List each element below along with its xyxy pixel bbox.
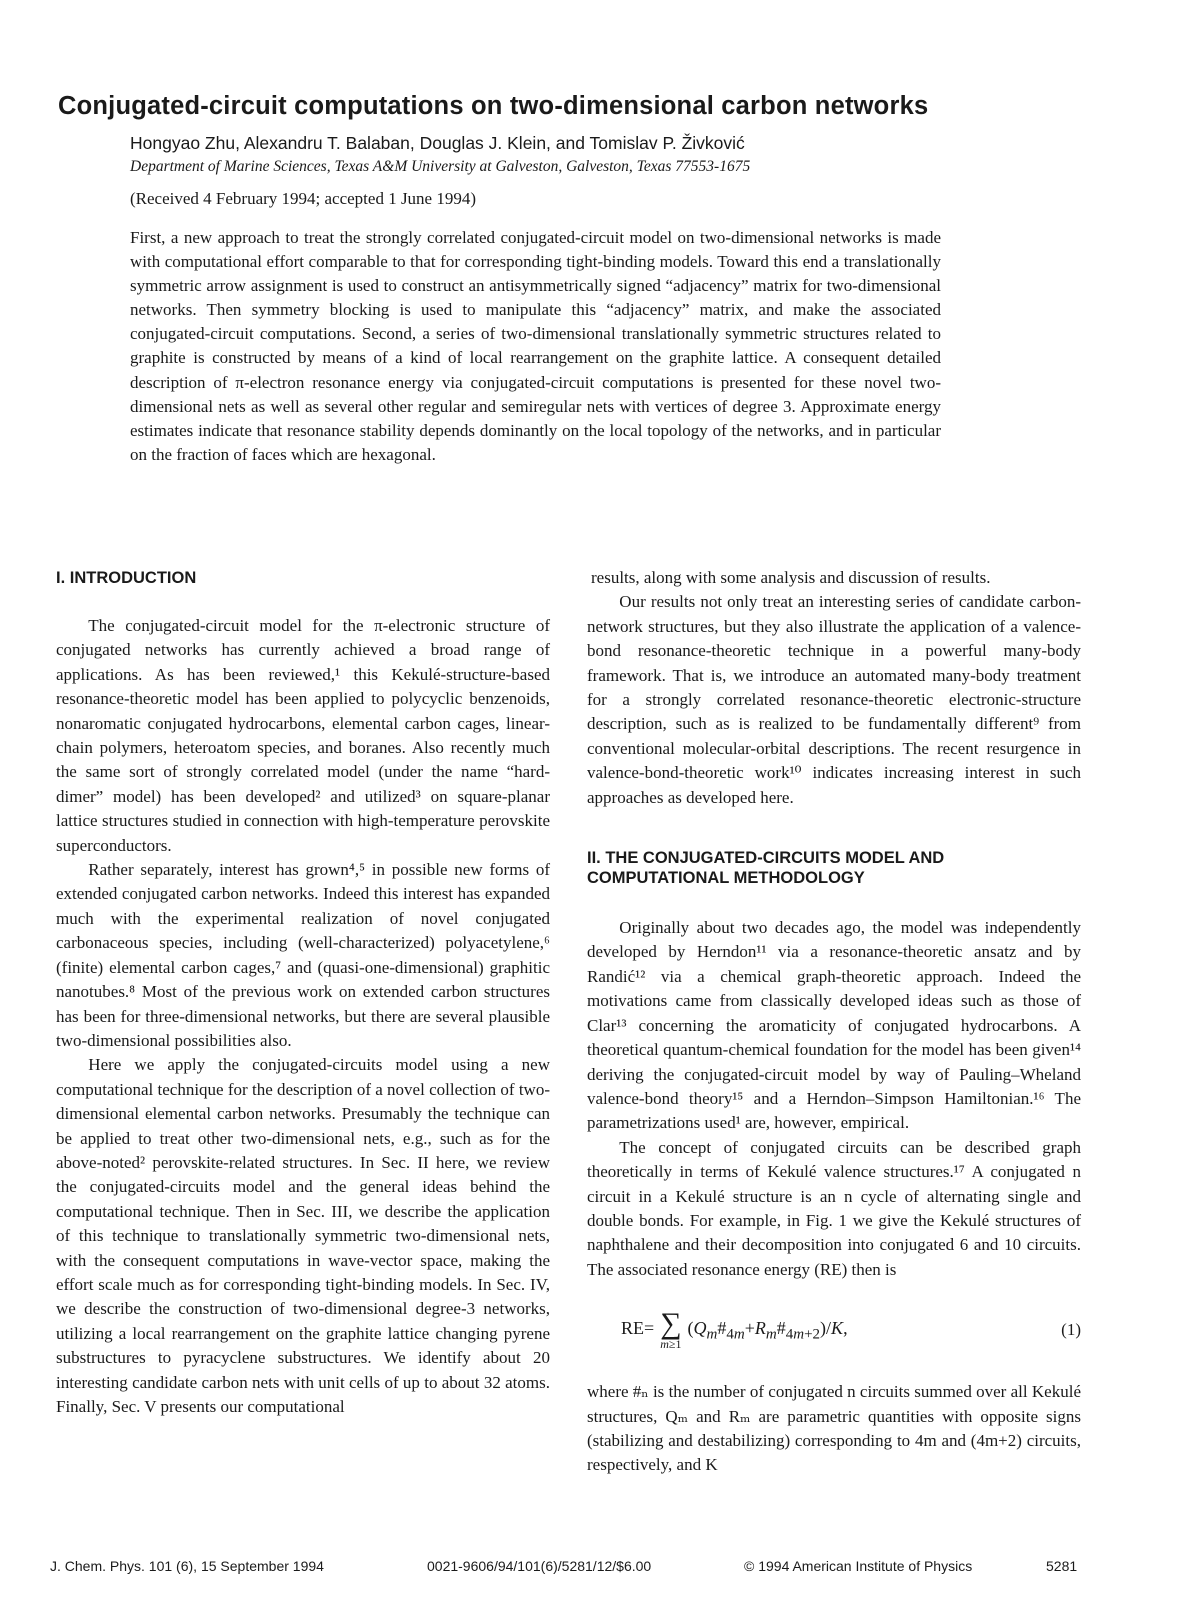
equation-number: (1) xyxy=(1061,1319,1081,1339)
equation-1 xyxy=(587,1298,1081,1362)
paragraph: The conjugated-circuit model for the π-electronic structure of conjugated networks has currently achieved a broad range of applications. As has been reviewed,¹ this Kekulé-structure-based resonance-theoretic model has been applied to polycyclic benzenoids, nonaromatic conjugated hydrocarbons, elemental carbon cages, linear-chain polymers, heteroatom species, and boranes. Also recently much the same sort of strongly correlated model (under the name “hard-dimer” model) has been developed² and utilized³ on square-planar lattice structures studied in connection with high-temperature perovskite superconductors. xyxy=(56,616,550,855)
paragraph: Rather separately, interest has grown⁴,⁵ in possible new forms of extended conjugated carbon networks. Indeed this interest has expanded much with the experimental realization of novel conjugated carbonaceous species, including (well-characterized) polyacetylene,⁶ (finite) elemental carbon cages,⁷ and (quasi-one-dimensional) graphitic nanotubes.⁸ Most of the previous work on extended carbon structures has been for three-dimensional networks, but there are several plausible two-dimensional possibilities also. xyxy=(56,860,550,1050)
section-heading-methodology: II. THE CONJUGATED-CIRCUITS MODEL AND COMPUTATIONAL METHODOLOGY xyxy=(587,849,945,888)
paper-title: Conjugated-circuit computations on two-dimensional carbon networks xyxy=(58,92,929,120)
received-dates: (Received 4 February 1994; accepted 1 June 1994) xyxy=(130,189,477,208)
footer-code: 0021-9606/94/101(6)/5281/12/$6.00 xyxy=(427,1558,652,1574)
footer-journal: J. Chem. Phys. 101 (6), 15 September 1994 xyxy=(50,1558,324,1574)
page-number: 5281 xyxy=(1046,1558,1078,1574)
paragraph: The concept of conjugated circuits can be described graph theoretically in terms of Kekulé valence structures.¹⁷ A conjugated n circuit in a Kekulé structure is an n cycle of alternating single and double bonds. For example, in Fig. 1 we give the Kekulé structures of naphthalene and their decomposition into conjugated 6 and 10 circuits. The associated resonance energy (RE) then is xyxy=(587,1137,1081,1279)
paragraph: where #ₙ is the number of conjugated n circuits summed over all Kekulé structures, Qₘ and Rₘ are parametric quantities with opposite signs (stabilizing and destabilizing) corresponding to 4m and (4m+2) circuits, respectively, and K xyxy=(587,1382,1081,1475)
left-column xyxy=(56,566,550,1419)
paragraph: Our results not only treat an interesting series of candidate carbon-network structures, but they also illustrate the application of a valence-bond resonance-theoretic technique in a powerful many-body framework. That is, we introduce an automated many-body treatment for a strongly correlated resonance-theoretic electronic-structure description, such as is realized to be fundamentally different⁹ from conventional molecular-orbital descriptions. The recent resurgence in valence-bond-theoretic work¹⁰ indicates increasing interest in such approaches as developed here. xyxy=(587,592,1081,807)
paragraph: Here we apply the conjugated-circuits model using a new computational technique for the description of a novel collection of two-dimensional elemental carbon networks. Presumably the technique can be applied to treat other two-dimensional nets, e.g., such as for the above-noted² perovskite-related structures. In Sec. II here, we review the conjugated-circuits model and the general ideas behind the computational technique. Then in Sec. III, we describe the application of this technique to translationally symmetric two-dimensional nets, with the consequent computations in wave-vector space, making the effort scale much as for corresponding tight-binding models. In Sec. IV, we describe the construction of two-dimensional degree-3 networks, utilizing a local rearrangement on the graphite lattice changing pyrene substructures to pyracyclene substructures. We identify about 20 interesting candidate carbon nets with unit cells of up to about 32 atoms. Finally, Sec. V presents our computational xyxy=(56,1055,550,1416)
paragraph-continuation: results, along with some analysis and discussion of results. xyxy=(591,568,991,587)
abstract: First, a new approach to treat the strongly correlated conjugated-circuit model on two-dimensional networks is made with computational effort comparable to that for corresponding tight-binding models. Toward this end a translationally symmetric arrow assignment is used to construct an antisymmetrically signed “adjacency” matrix for two-dimensional networks. Then symmetry blocking is used to manipulate this “adjacency” matrix, and make the associated conjugated-circuit computations. Second, a series of two-dimensional translationally symmetric structures related to graphite is constructed by means of a kind of local rearrangement on the graphite lattice. A consequent detailed description of π-electron resonance energy via conjugated-circuit computations is presented for these novel two-dimensional nets as well as several other regular and semiregular nets with vertices of degree 3. Approximate energy estimates indicate that resonance stability depends dominantly on the local topology of the networks, and in particular on the fraction of faces which are hexagonal. xyxy=(130,228,941,464)
author-list: Hongyao Zhu, Alexandru T. Balaban, Douglas J. Klein, and Tomislav P. Živković xyxy=(130,133,745,153)
footer-copyright: © 1994 American Institute of Physics xyxy=(744,1558,973,1574)
paragraph: Originally about two decades ago, the model was independently developed by Herndon¹¹ via a resonance-theoretic ansatz and by Randić¹² via a chemical graph-theoretic approach. Indeed the motivations came from classically developed ideas such as those of Clar¹³ concerning the aromaticity of conjugated hydrocarbons. A theoretical quantum-chemical foundation for the model has been given¹⁴ deriving the conjugated-circuit model by way of Pauling–Wheland valence-bond theory¹⁵ and a Herndon–Simpson Hamiltonian.¹⁶ The parametrizations used¹ are, however, empirical. xyxy=(587,918,1081,1133)
right-column xyxy=(587,566,1081,1478)
section-heading-introduction: I. INTRODUCTION xyxy=(56,569,197,587)
affiliation: Department of Marine Sciences, Texas A&M University at Galveston, Galveston, Texas 77553-1675 xyxy=(130,158,751,175)
equation-body: RE= ∑ m≥1 $(Q_m\#_{4m}+R_m\#_{4m+2})/K$, xyxy=(621,1307,848,1352)
